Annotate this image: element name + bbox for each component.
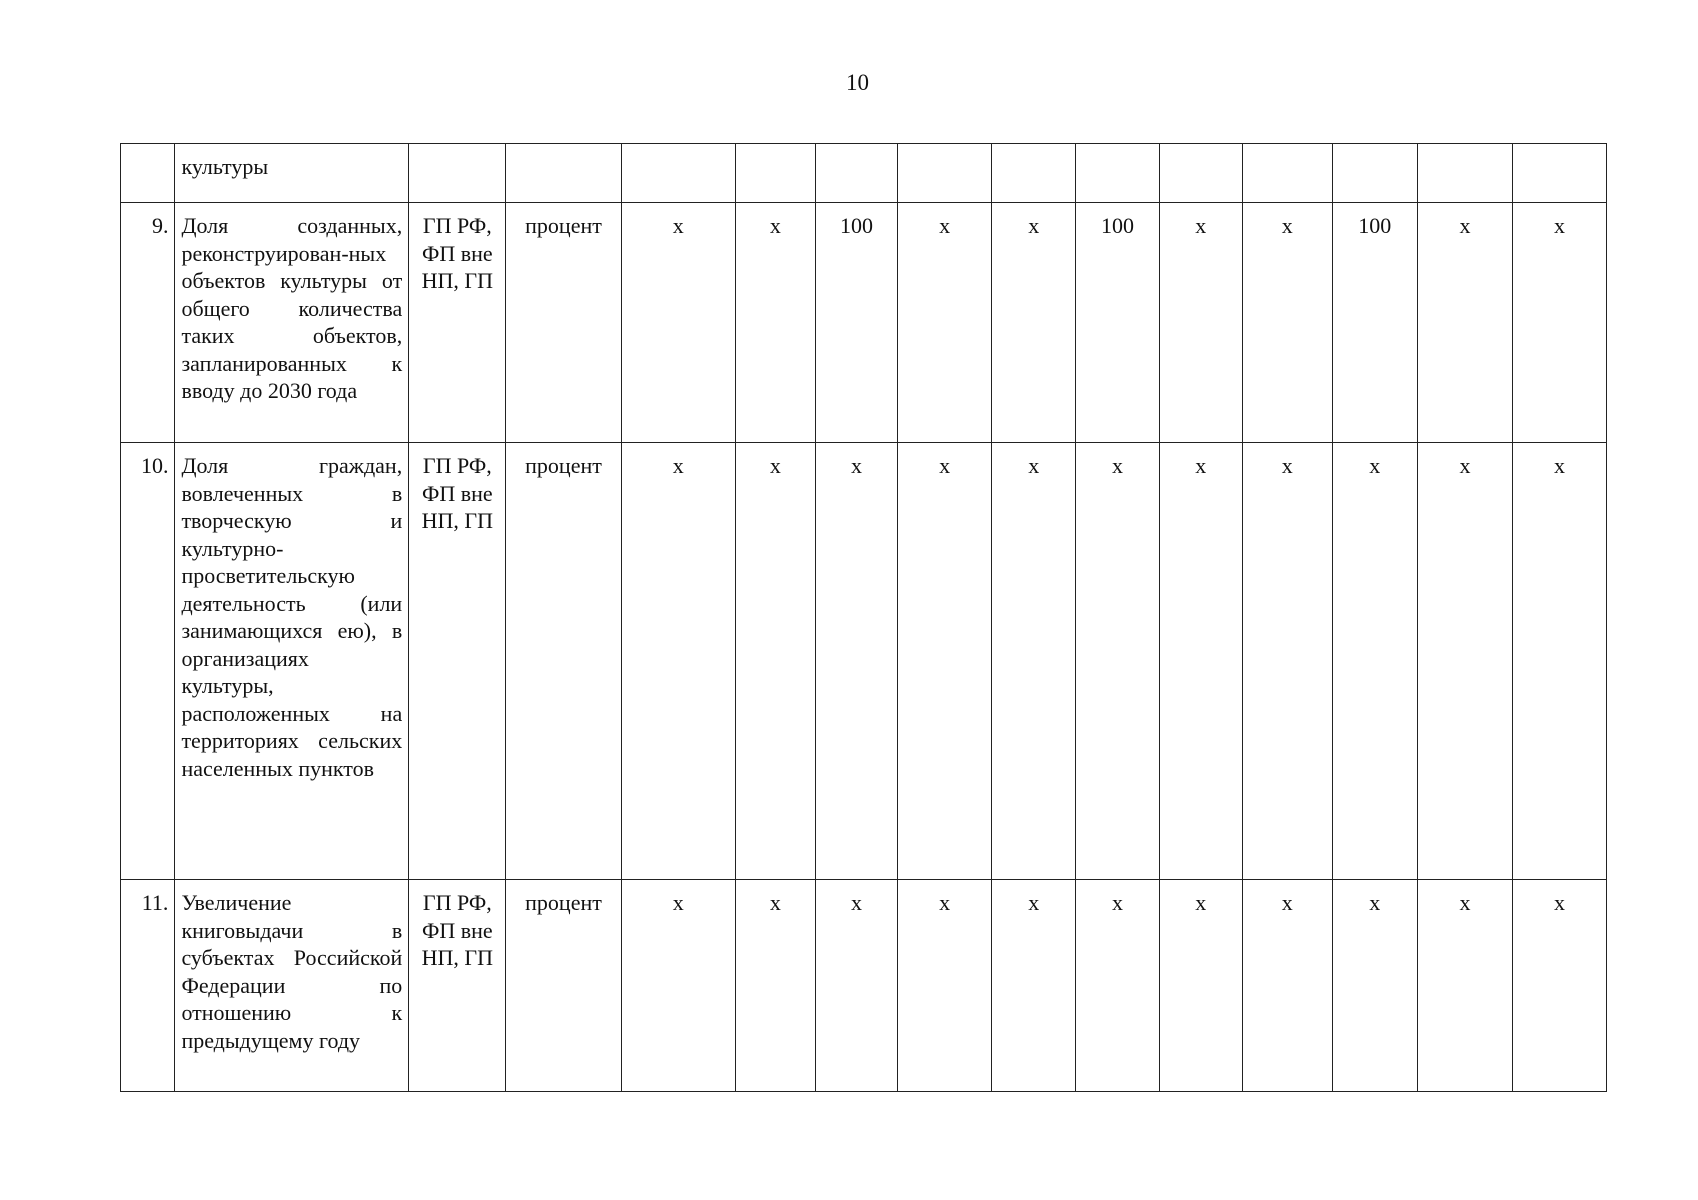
value-cell: х — [898, 443, 992, 880]
value-cell — [1242, 144, 1332, 203]
value-cell: 100 — [1332, 203, 1417, 443]
value-cell: х — [1159, 443, 1242, 880]
value-cell — [1512, 144, 1606, 203]
row-number-cell — [121, 144, 175, 203]
value-cell: х — [1076, 880, 1159, 1092]
value-cell: х — [815, 880, 897, 1092]
value-cell: х — [735, 443, 815, 880]
value-cell: 100 — [815, 203, 897, 443]
unit-cell: процент — [506, 443, 621, 880]
value-cell: х — [992, 880, 1076, 1092]
source-cell — [409, 144, 506, 203]
table-row — [121, 144, 1607, 203]
value-cell: х — [735, 880, 815, 1092]
value-cell — [815, 144, 897, 203]
value-cell: х — [992, 203, 1076, 443]
value-cell: х — [1417, 203, 1512, 443]
value-cell — [1332, 144, 1417, 203]
value-cell: х — [1242, 443, 1332, 880]
value-cell: х — [1242, 203, 1332, 443]
indicators-table — [120, 143, 1607, 1092]
unit-cell — [506, 144, 621, 203]
indicator-name-cell: Увеличение книговыдачи в субъектах Российской Федерации по отношению к предыдущему году — [175, 880, 409, 1092]
row-number-cell: 10. — [121, 443, 175, 880]
source-cell: ГП РФ, ФП вне НП, ГП — [409, 443, 506, 880]
value-cell: х — [1332, 443, 1417, 880]
value-cell: х — [735, 203, 815, 443]
indicator-name-cell: Доля созданных, реконструирован-ных объектов культуры от общего количества таких объектов, запланированных к вводу до 2030 года — [175, 203, 409, 443]
value-cell: х — [1159, 203, 1242, 443]
value-cell: х — [1417, 443, 1512, 880]
row-number-cell: 9. — [121, 203, 175, 443]
row-number-cell: 11. — [121, 880, 175, 1092]
unit-cell: процент — [506, 203, 621, 443]
value-cell: х — [1076, 443, 1159, 880]
table-row — [121, 443, 1607, 880]
table-row — [121, 203, 1607, 443]
value-cell: х — [992, 443, 1076, 880]
value-cell: х — [1512, 880, 1606, 1092]
value-cell: х — [621, 880, 735, 1092]
value-cell: х — [621, 203, 735, 443]
value-cell — [1417, 144, 1512, 203]
value-cell: х — [1417, 880, 1512, 1092]
value-cell: х — [1332, 880, 1417, 1092]
value-cell — [735, 144, 815, 203]
unit-cell: процент — [506, 880, 621, 1092]
indicator-name-cell: культуры — [175, 144, 409, 203]
value-cell: х — [815, 443, 897, 880]
value-cell — [1076, 144, 1159, 203]
value-cell: 100 — [1076, 203, 1159, 443]
page-number: 10 — [846, 70, 869, 95]
value-cell: х — [1512, 203, 1606, 443]
value-cell: х — [898, 880, 992, 1092]
table-row — [121, 880, 1607, 1092]
value-cell — [621, 144, 735, 203]
value-cell — [1159, 144, 1242, 203]
value-cell — [992, 144, 1076, 203]
value-cell: х — [1242, 880, 1332, 1092]
indicator-name-cell: Доля граждан, вовлеченных в творческую и культурно-просветительскую деятельность (или занимающихся ею), в организациях культуры, расположенных на территориях сельских населенных пунктов — [175, 443, 409, 880]
value-cell: х — [898, 203, 992, 443]
source-cell: ГП РФ, ФП вне НП, ГП — [409, 203, 506, 443]
value-cell: х — [621, 443, 735, 880]
value-cell: х — [1512, 443, 1606, 880]
source-cell: ГП РФ, ФП вне НП, ГП — [409, 880, 506, 1092]
value-cell: х — [1159, 880, 1242, 1092]
value-cell — [898, 144, 992, 203]
